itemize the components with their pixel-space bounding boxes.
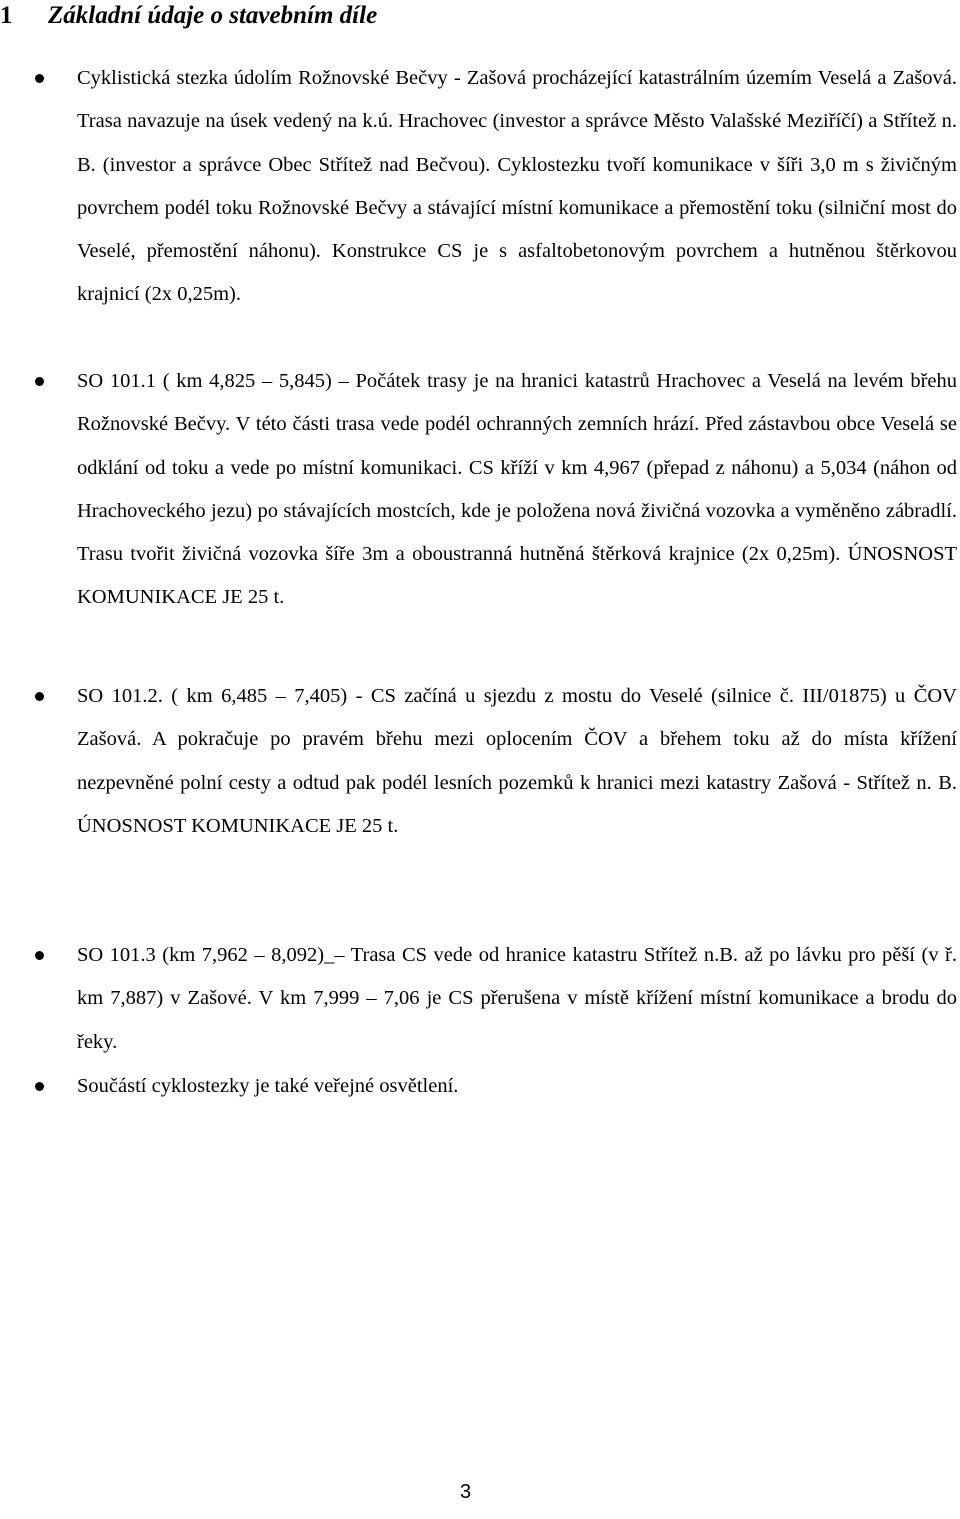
list-item	[77, 57, 957, 317]
list-item	[77, 360, 957, 620]
section-heading	[0, 0, 940, 32]
list-item	[77, 1065, 957, 1108]
list-item-text: Cyklistická stezka údolím Rožnovské Bečvy - Zašová procházející katastrálním územím Veselá a Zašová. Trasa navazuje na úsek vedený na k.ú. Hrachovec (investor a správce Město Valašské Meziříčí) a Střítež n. B. (investor a správce Obec Střítež nad Bečvou). Cyklostezku tvoří komunikace v šíři 3,0 m s živičným povrchem podél toku Rožnovské Bečvy a stávající místní komunikace a přemostění toku (silniční most do Veselé, přemostění náhonu). Konstrukce CS je s asfaltobetonovým povrchem a hutněnou štěrkovou krajnicí (2x 0,25m).	[77, 67, 957, 306]
bullet-icon	[35, 1082, 44, 1091]
list-item	[77, 675, 957, 848]
list-item-text: SO 101.1 ( km 4,825 – 5,845) – Počátek trasy je na hranici katastrů Hrachovec a Veselá na levém břehu Rožnovské Bečvy. V této části trasa vede podél ochranných zemních hrází. Před zástavbou obce Veselá se odklání od toku a vede po místní komunikaci. CS kříží v km 4,967 (přepad z náhonu) a 5,034 (náhon od Hrachoveckého jezu) po stávajících mostcích, kde je položena nová živičná vozovka a vyměněno zábradlí. Trasu tvořit živičná vozovka šíře 3m a oboustranná hutněná štěrková krajnice (2x 0,25m). ÚNOSNOST KOMUNIKACE JE 25 t.	[77, 370, 957, 609]
page-number: 3	[460, 1481, 472, 1503]
list-item	[77, 934, 957, 1064]
bullet-icon	[35, 951, 44, 960]
list-item-text: Součástí cyklostezky je také veřejné osvětlení.	[77, 1075, 459, 1097]
bullet-icon	[35, 74, 44, 83]
section-number: 1	[0, 2, 13, 29]
list-item-text: SO 101.2. ( km 6,485 – 7,405) - CS začíná u sjezdu z mostu do Veselé (silnice č. III/01875) u ČOV Zašová. A pokračuje po pravém břehu mezi oplocením ČOV a břehem toku až do místa křížení nezpevněné polní cesty a odtud pak podél lesních pozemků k hranici mezi katastry Zašová - Střítež n. B. ÚNOSNOST KOMUNIKACE JE 25 t.	[77, 685, 957, 837]
bullet-icon	[35, 692, 44, 701]
list-item-text: SO 101.3 (km 7,962 – 8,092)_– Trasa CS vede od hranice katastru Střítež n.B. až po lávku pro pěší (v ř. km 7,887) v Zašové. V km 7,999 – 7,06 je CS přerušena v místě křížení místní komunikace a brodu do řeky.	[77, 944, 957, 1053]
section-title: Základní údaje o stavebním díle	[48, 2, 378, 29]
bullet-icon	[35, 377, 44, 386]
